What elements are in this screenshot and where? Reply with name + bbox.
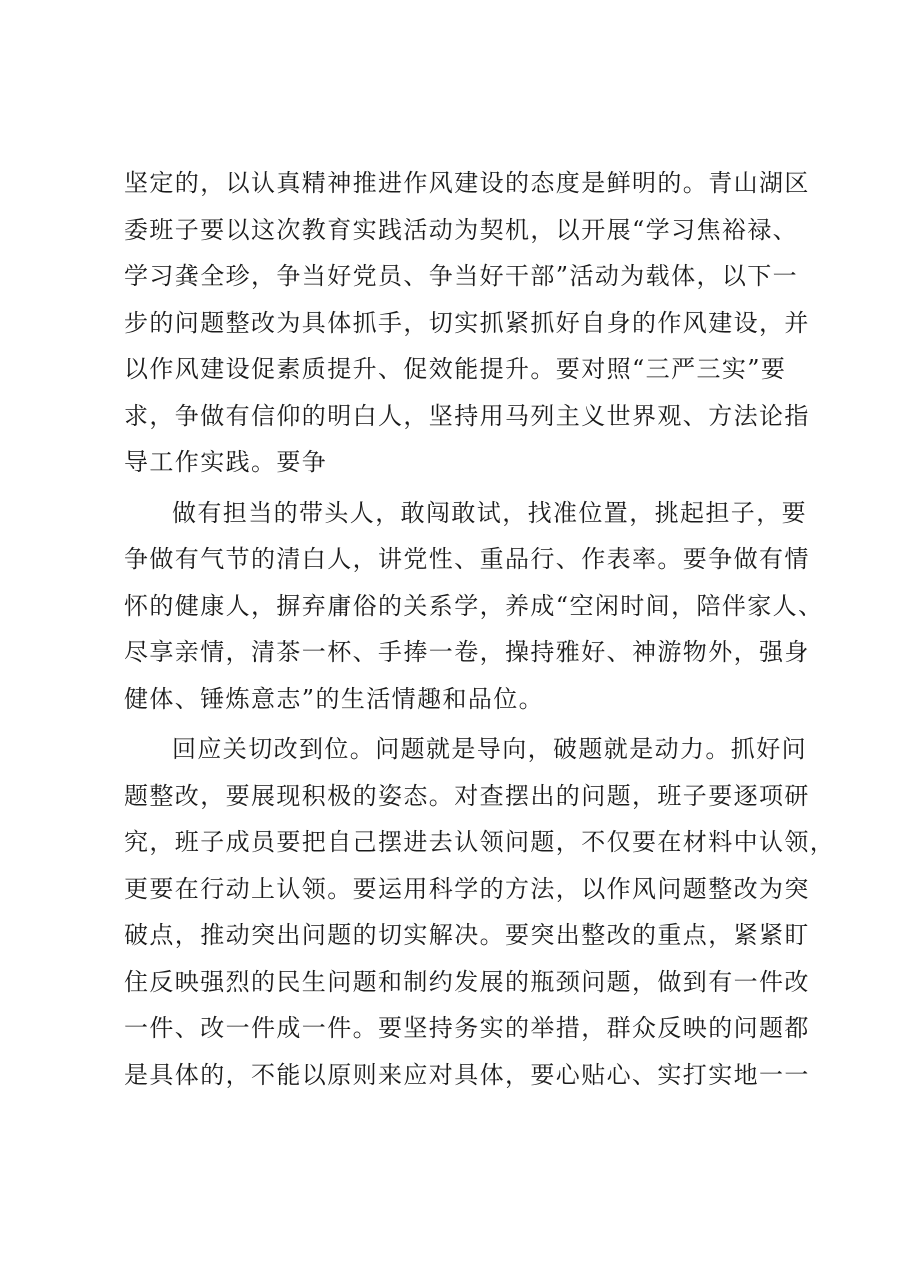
document-body	[124, 160, 836, 1098]
text-line: 究，班子成员要把自己摆进去认领问题，不仅要在材料中认领，	[124, 828, 836, 856]
text-line: 更要在行动上认领。要运用科学的方法，以作风问题整改为突	[124, 874, 810, 903]
text-line: 是具体的，不能以原则来应对具体，要心贴心、实打实地一一	[124, 1060, 810, 1089]
text-line: 一件、改一件成一件。要坚持务实的举措，群众反映的问题都	[124, 1014, 810, 1042]
text-line: 题整改，要展现积极的姿态。对查摆出的问题，班子要逐项研	[124, 781, 810, 810]
text-line: 回应关切改到位。问题就是导向，破题就是动力。抓好问	[172, 735, 807, 763]
text-line: 破点，推动突出问题的切实解决。要突出整改的重点，紧紧盯	[124, 921, 810, 949]
text-line: 以作风建设促素质提升、促效能提升。要对照“三严三实”要	[124, 355, 787, 383]
text-line: 求，争做有信仰的明白人，坚持用马列主义世界观、方法论指	[124, 401, 810, 430]
text-line: 住反映强烈的民生问题和制约发展的瓶颈问题，做到有一件改	[124, 967, 810, 996]
paragraph-1	[124, 160, 814, 486]
text-line: 步的问题整改为具体抓手，切实抓紧抓好自身的作风建设，并	[124, 308, 810, 337]
paragraph-3	[124, 726, 836, 1098]
paragraph-2	[124, 490, 824, 723]
text-line: 怀的健康人，摒弃庸俗的关系学，养成“空闲时间，陪伴家人、	[124, 591, 824, 620]
text-line: 委班子要以这次教育实践活动为契机，以开展“学习焦裕禄、	[124, 215, 799, 244]
text-line: 尽享亲情，清茶一杯、手捧一卷，操持雅好、神游物外，强身	[124, 638, 810, 666]
text-line: 导工作实践。要争	[124, 448, 328, 476]
text-line: 健体、锤炼意志”的生活情趣和品位。	[124, 684, 545, 713]
text-line: 做有担当的带头人，敢闯敢试，找准位置，挑起担子，要	[172, 498, 807, 527]
text-line: 争做有气节的清白人，讲党性、重品行、作表率。要争做有情	[124, 545, 810, 573]
text-line: 坚定的，以认真精神推进作风建设的态度是鲜明的。青山湖区	[124, 169, 810, 197]
text-line: 学习龚全珍，争当好党员、争当好干部”活动为载体，以下一	[124, 262, 799, 290]
